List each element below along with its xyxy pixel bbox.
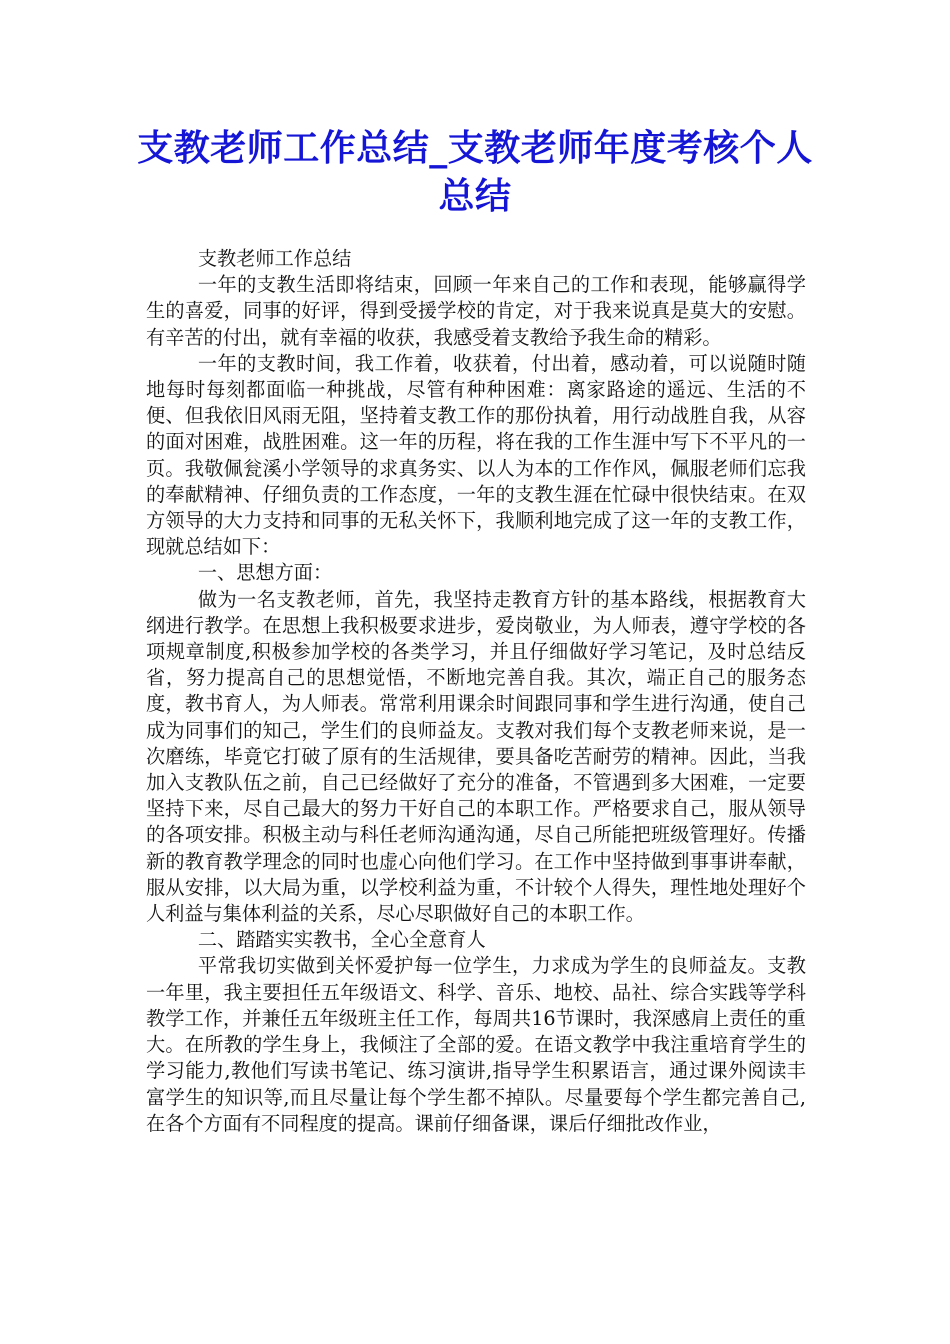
paragraph: 做为一名支教老师，首先，我坚持走教育方针的基本路线，根据教育大纲进行教学。在思想上我积极要求进步，爱岗敬业，为人师表，遵守学校的各项规章制度,积极参加学校的各类学习，并且仔细做好学习笔记，及时总结反省，努力提高自己的思想觉悟，不断地完善自我。其次，端正自己的服务态度，教书育人，为人师表。常常利用课余时间跟同事和学生进行沟通，使自己成为同事们的知己，学生们的良师益友。支教对我们每个支教老师来说，是一次磨练，毕竟它打破了原有的生活规律，要具备吃苦耐劳的精神。因此，当我加入支教队伍之前，自己已经做好了充分的准备，不管遇到多大困难，一定要坚持下来，尽自己最大的努力干好自己的本职工作。严格要求自己，服从领导的各项安排。积极主动与科任老师沟通沟通，尽自己所能把班级管理好。传播新的教育教学理念的同时也虚心向他们学习。在工作中坚持做到事事讲奉献，服从安排，以大局为重，以学校利益为重，不计较个人得失，理性地处理好个人利益与集体利益的关系，尽心尽职做好自己的本职工作。 [146,587,806,926]
paragraph: 一年的支教生活即将结束，回顾一年来自己的工作和表现，能够赢得学生的喜爱，同事的好评，得到受援学校的肯定，对于我来说真是莫大的安慰。有辛苦的付出，就有幸福的收获，我感受着支教给予我生命的精彩。 [146,273,806,349]
section-heading: 支教老师工作总结 [197,247,352,270]
paragraph: 一年的支教时间，我工作着，收获着，付出着，感动着，可以说随时随地每时每刻都面临一种挑战，尽管有种种困难：离家路途的遥远、生活的不便、但我依旧风雨无阻，坚持着支教工作的那份执着，用行动战胜自我，从容的面对困难，战胜困难。这一年的历程，将在我的工作生涯中写下不平凡的一页。我敬佩瓮溪小学领导的求真务实、以人为本的工作作风，佩服老师们忘我的奉献精神、仔细负责的工作态度，一年的支教生涯在忙碌中很快结束。在双方领导的大力支持和同事的无私关怀下，我顺利地完成了这一年的支教工作，现就总结如下： [146,351,806,559]
section-heading: 二、踏踏实实教书，全心全意育人 [197,928,486,952]
paragraph: 平常我切实做到关怀爱护每一位学生，力求成为学生的良师益友。支教一年里，我主要担任五年级语文、科学、音乐、地校、品社、综合实践等学科教学工作，并兼任五年级班主任工作，每周共16节课时，我深感肩上责任的重大。在所教的学生身上，我倾注了全部的爱。在语文教学中我注重培育学生的学习能力,教他们写读书笔记、练习演讲,指导学生积累语言，通过课外阅读丰富学生的知识等,而且尽量让每个学生都不掉队。尽量要每个学生都完善自己,在各个方面有不同程度的提高。课前仔细备课，课后仔细批改作业， [146,954,806,1135]
document-title: 支教老师工作总结_支教老师年度考核个人总结 [137,127,813,217]
section-heading: 一、思想方面： [197,561,333,585]
document-body [146,246,806,1137]
